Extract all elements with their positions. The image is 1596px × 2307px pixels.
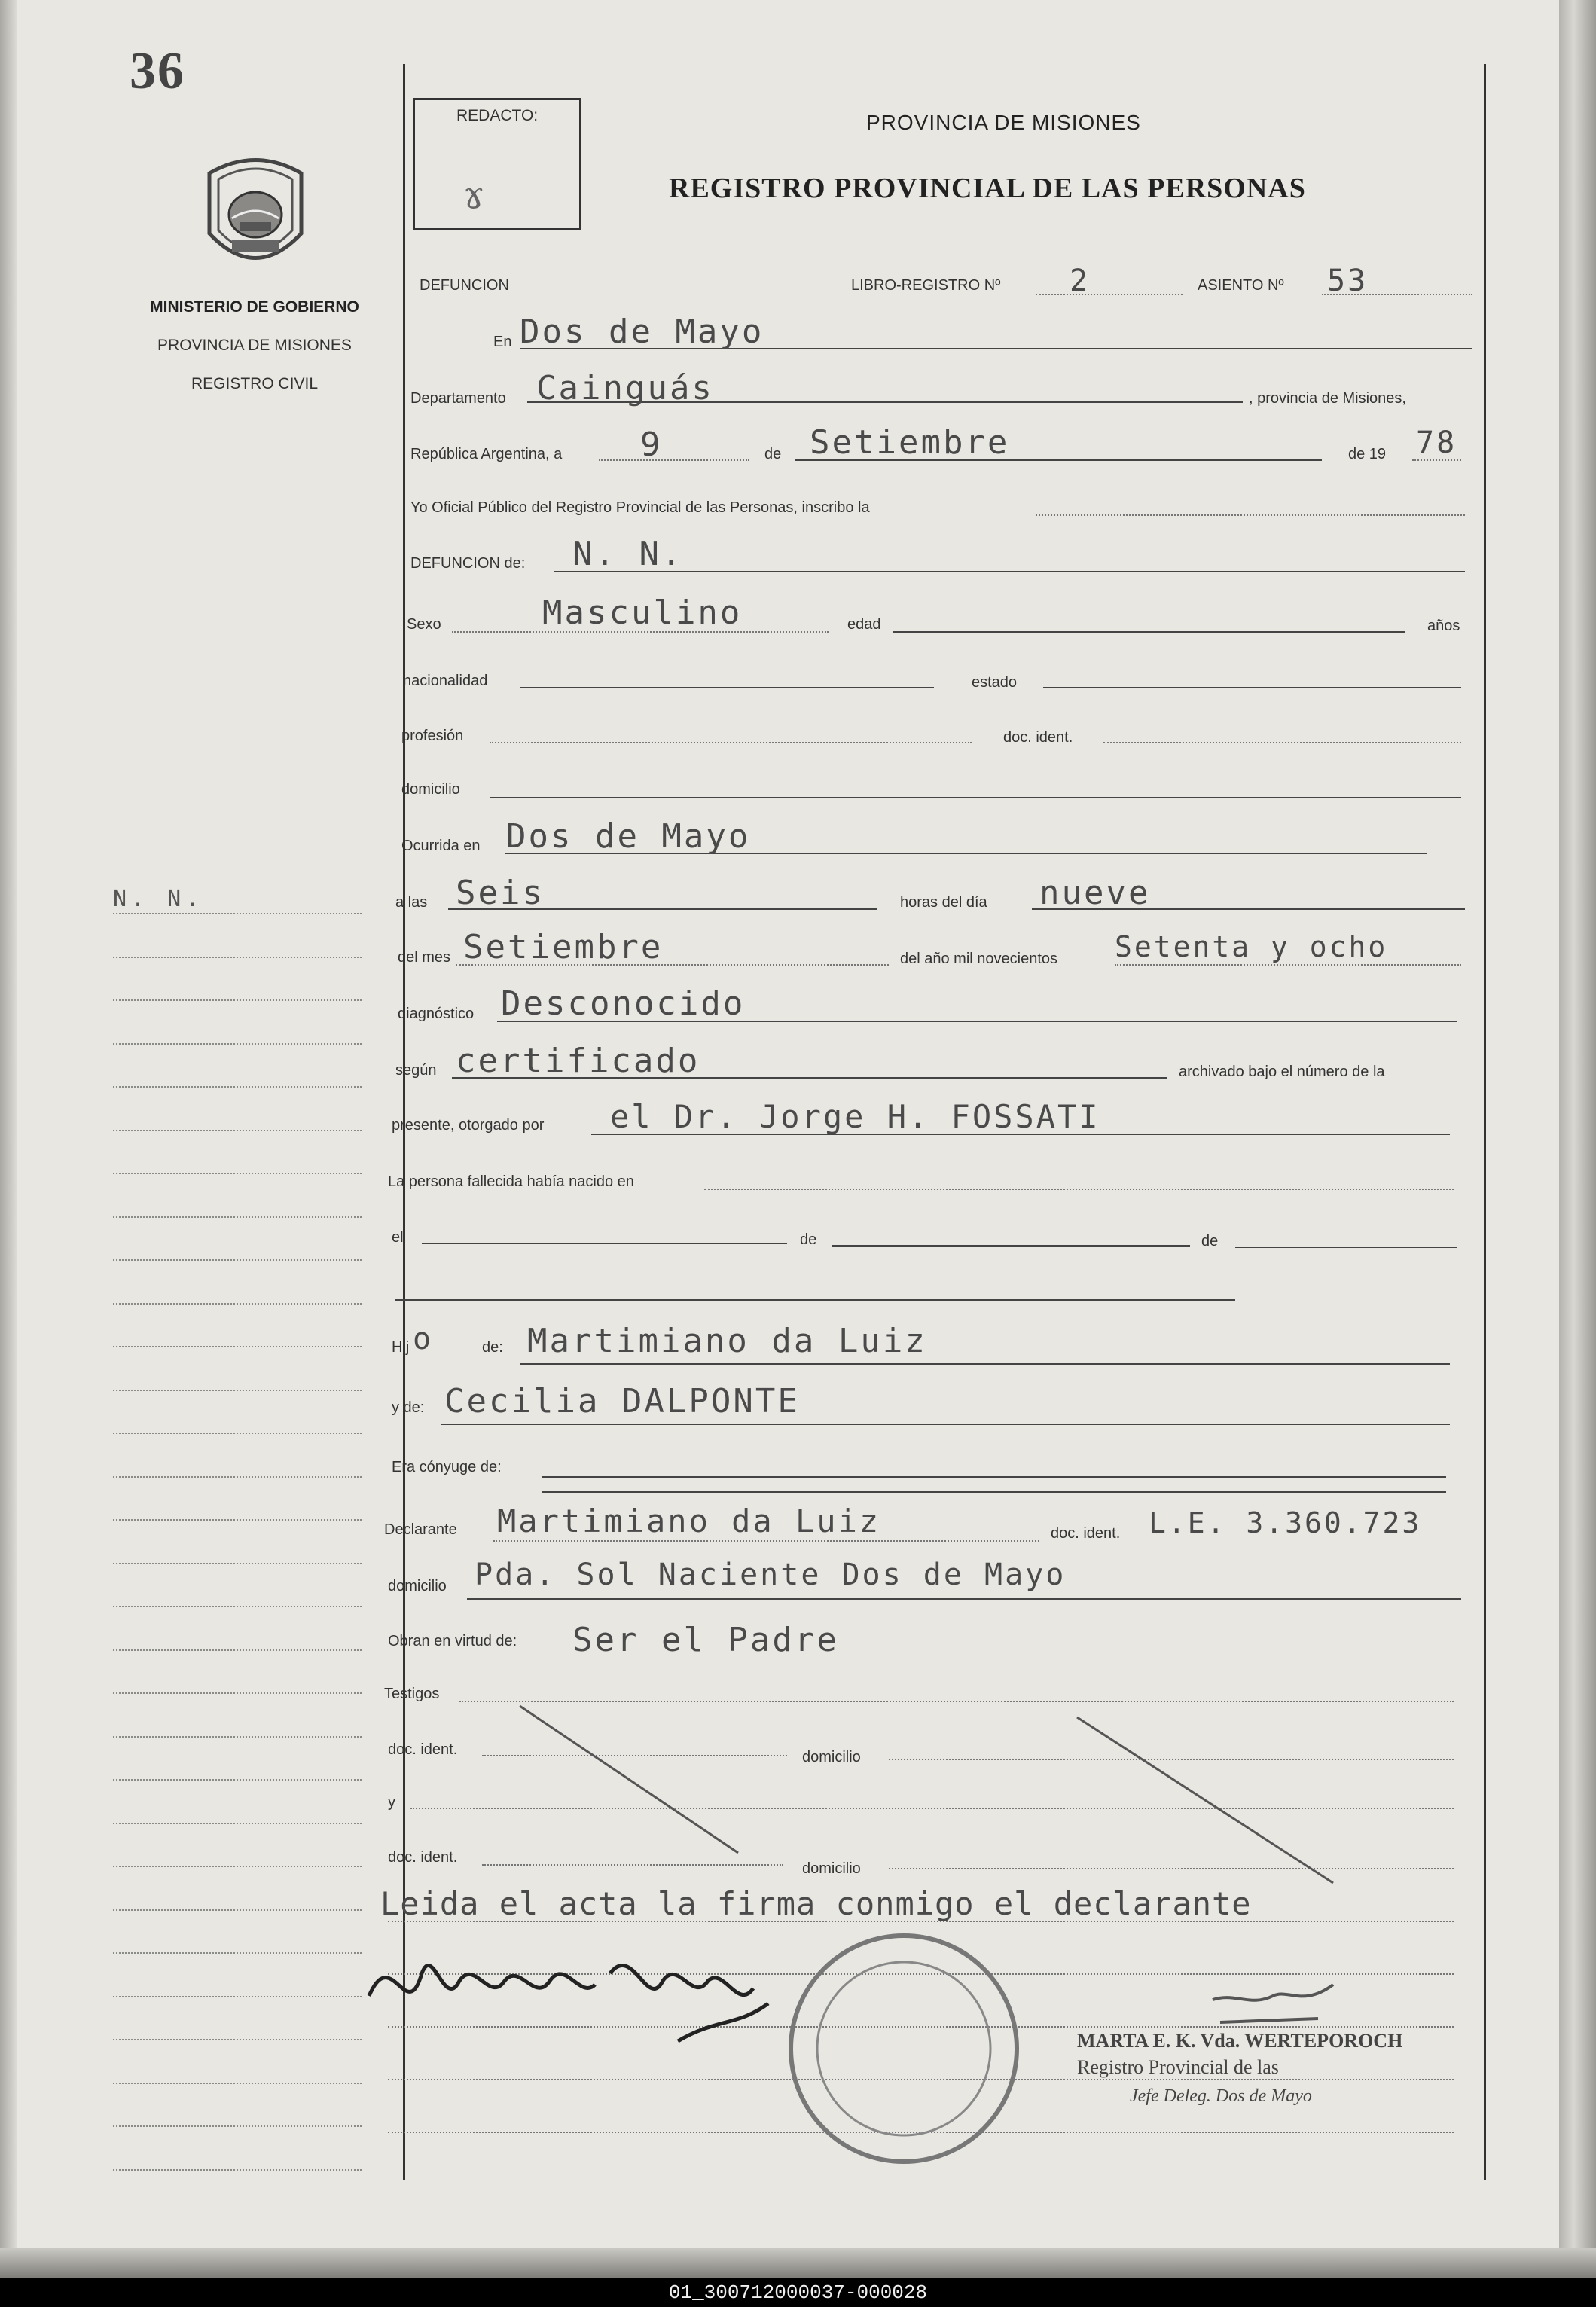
mother-label: y de:: [392, 1399, 425, 1416]
libro-line: [1036, 294, 1183, 295]
margin-rule-line: [113, 2169, 362, 2171]
margin-rule-line: [113, 1996, 362, 1997]
diagnostico-value: Desconocido: [501, 984, 746, 1023]
horas-value: nueve: [1039, 874, 1151, 912]
month-de-label: de: [764, 446, 782, 462]
margin-rule-line: [113, 1779, 362, 1781]
nacionalidad-line: [520, 687, 934, 688]
ocurrida-label: Ocurrida en: [401, 838, 481, 854]
conyuge-label: Era cónyuge de:: [392, 1459, 502, 1475]
departamento-label: Departamento: [410, 390, 506, 407]
page-bottom-edge: [0, 2248, 1596, 2278]
stamp-line3: Jefe Deleg. Dos de Mayo: [1130, 2086, 1312, 2106]
a-las-value: Seis: [456, 874, 545, 912]
edad-label: edad: [847, 616, 881, 633]
ministry-line2: PROVINCIA DE MISIONES: [157, 337, 352, 354]
province-title: PROVINCIA DE MISIONES: [866, 111, 1141, 134]
de3-label: de: [1201, 1233, 1219, 1250]
doc-ident-line: [1103, 742, 1461, 743]
margin-rule-line: [113, 1909, 362, 1911]
oficial-text: Yo Oficial Público del Registro Provincial de las Personas, inscribo la: [410, 499, 870, 516]
redacto-label: REDACTO:: [456, 107, 539, 124]
domicilio-label: domicilio: [401, 781, 460, 798]
margin-rule-line: [113, 1390, 362, 1391]
hij-label: Hij: [392, 1339, 410, 1356]
en-value: Dos de Mayo: [520, 313, 764, 351]
margin-rule-line: [113, 1952, 362, 1954]
margin-rule-line: [113, 1043, 362, 1045]
nacido-label: La persona fallecida había nacido en: [388, 1173, 634, 1190]
margin-rule-line: [113, 2083, 362, 2084]
ano-value: Setenta y ocho: [1115, 930, 1388, 963]
asiento-value: 53: [1327, 264, 1369, 298]
t2-doc-label: doc. ident.: [388, 1849, 458, 1866]
archivado-label: archivado bajo el número de la: [1179, 1063, 1385, 1080]
stamp-line2: Registro Provincial de las: [1077, 2056, 1279, 2078]
segun-value: certificado: [456, 1042, 700, 1080]
sexo-value: Masculino: [542, 594, 743, 632]
year-label: de 19: [1348, 446, 1387, 462]
ano-label: del año mil novecientos: [900, 951, 1058, 967]
closing-value: Leida el acta la firma conmigo el declarante: [380, 1885, 1252, 1922]
asiento-label: ASIENTO Nº: [1198, 277, 1284, 294]
page-number: 36: [130, 42, 185, 100]
margin-rule-line: [113, 1563, 362, 1564]
a-las-label: a las: [395, 894, 428, 911]
stamp-name: MARTA E. K. Vda. WERTEPOROCH: [1077, 2030, 1403, 2052]
margin-rule-line: [113, 1130, 362, 1131]
margin-rule-line: [113, 957, 362, 958]
defuncion-de-value: N. N.: [572, 535, 684, 573]
declarante-line: [493, 1540, 1039, 1542]
ano-line: [1115, 964, 1461, 966]
margin-rule-line: [113, 1476, 362, 1478]
estado-line: [1043, 687, 1461, 688]
margin-rule-line: [113, 1216, 362, 1218]
conyuge-line: [542, 1476, 1446, 1478]
margin-note: N. N.: [113, 886, 204, 912]
month-value: Setiembre: [810, 423, 1010, 462]
margin-rule-line: [113, 2125, 362, 2127]
hij-value: o: [413, 1322, 434, 1356]
extra-line: [395, 1299, 1235, 1301]
margin-rule-line: [113, 1606, 362, 1607]
margin-rule-line: [113, 1303, 362, 1305]
official-round-stamp: [780, 1883, 1028, 2214]
decl-dom-label: domicilio: [388, 1578, 447, 1594]
horas-label: horas del día: [900, 894, 987, 911]
doc-ident-label: doc. ident.: [1003, 729, 1073, 746]
father-line: [520, 1363, 1450, 1365]
nacionalidad-label: nacionalidad: [403, 673, 488, 689]
mes-label: del mes: [398, 949, 451, 966]
ministry-line3: REGISTRO CIVIL: [191, 375, 319, 392]
decl-doc-label: doc. ident.: [1051, 1525, 1121, 1542]
page-left-edge: [0, 0, 17, 2248]
ministry-line1: MINISTERIO DE GOBIERNO: [150, 298, 359, 316]
de3-line: [1235, 1247, 1457, 1248]
margin-rule-line: [113, 1692, 362, 1694]
margin-rule-line: [113, 2039, 362, 2040]
father-de-label: de:: [482, 1339, 503, 1356]
margin-rule-line: [113, 1086, 362, 1088]
margin-rule-line: [113, 1866, 362, 1867]
provincia-label: , provincia de Misiones,: [1249, 390, 1406, 407]
margin-rule-line: [113, 1519, 362, 1521]
registry-title: REGISTRO PROVINCIAL DE LAS PERSONAS: [669, 172, 1306, 204]
ministry-block: [127, 288, 383, 403]
diagnostico-label: diagnóstico: [398, 1005, 475, 1022]
decl-dom-value: Pda. Sol Naciente Dos de Mayo: [475, 1558, 1067, 1592]
margin-rule-line: [113, 1259, 362, 1261]
father-value: Martimiano da Luiz: [527, 1322, 927, 1360]
margin-rule-line: [113, 1823, 362, 1824]
sexo-label: Sexo: [407, 616, 441, 633]
edad-line: [893, 631, 1405, 633]
day-line: [599, 459, 749, 461]
margin-rule-line: [113, 1346, 362, 1347]
profesion-label: profesión: [401, 728, 464, 744]
decl-dom-line: [467, 1598, 1461, 1600]
t1-doc-label: doc. ident.: [388, 1741, 458, 1758]
margin-rule-line: [113, 1173, 362, 1174]
declarant-signature: [362, 1928, 783, 2056]
ocurrida-value: Dos de Mayo: [506, 817, 751, 856]
decl-doc-value: L.E. 3.360.723: [1149, 1506, 1422, 1540]
declarante-label: Declarante: [384, 1521, 457, 1538]
official-signature: [1205, 1955, 1341, 2037]
obran-label: Obran en virtud de:: [388, 1633, 517, 1649]
profesion-line: [490, 742, 972, 743]
redacto-initials: ɤ: [463, 173, 485, 217]
el-line: [422, 1243, 787, 1244]
testigos-label: Testigos: [384, 1686, 440, 1702]
t1-dom-label: domicilio: [802, 1749, 861, 1765]
libro-value: 2: [1070, 264, 1091, 298]
y-label: y: [388, 1794, 395, 1811]
el-label: el: [392, 1229, 404, 1246]
t2-dom-label: domicilio: [802, 1860, 861, 1877]
presente-label: presente, otorgado por: [392, 1117, 545, 1134]
libro-label: LIBRO-REGISTRO Nº: [851, 277, 1001, 294]
departamento-value: Cainguás: [536, 369, 714, 407]
margin-rule-line: [113, 999, 362, 1001]
oficial-line: [1036, 514, 1465, 516]
defuncion-de-label: DEFUNCION de:: [410, 555, 526, 572]
cancellation-strokes: [512, 1695, 1491, 1890]
de2-label: de: [800, 1231, 817, 1248]
margin-rule-line: [113, 1649, 362, 1651]
image-caption: 01_300712000037-000028: [0, 2278, 1596, 2307]
declarante-value: Martimiano da Luiz: [497, 1503, 881, 1540]
nacido-line: [704, 1189, 1454, 1190]
mother-value: Cecilia DALPONTE: [444, 1382, 800, 1421]
presente-value: el Dr. Jorge H. FOSSATI: [610, 1098, 1100, 1135]
domicilio-line: [490, 797, 1461, 798]
anos-label: años: [1427, 618, 1460, 634]
page-right-shadow: [1559, 0, 1596, 2263]
segun-label: según: [395, 1062, 437, 1079]
en-label: En: [493, 334, 512, 350]
day-value: 9: [640, 426, 663, 464]
margin-rule-line: [113, 1433, 362, 1434]
mother-line: [441, 1424, 1450, 1425]
obran-value: Ser el Padre: [572, 1621, 839, 1659]
mes-value: Setiembre: [463, 928, 664, 966]
republica-label: República Argentina, a: [410, 446, 563, 462]
provincial-seal-icon: [202, 151, 309, 275]
de2-line: [832, 1245, 1190, 1247]
estado-label: estado: [972, 674, 1018, 691]
year-value: 78: [1416, 426, 1457, 460]
conyuge-line-2: [542, 1491, 1446, 1493]
margin-rule-line: [113, 1736, 362, 1738]
record-type-label: DEFUNCION: [420, 277, 509, 294]
margin-rule-line: [113, 913, 362, 914]
defuncion-de-line: [554, 571, 1465, 572]
